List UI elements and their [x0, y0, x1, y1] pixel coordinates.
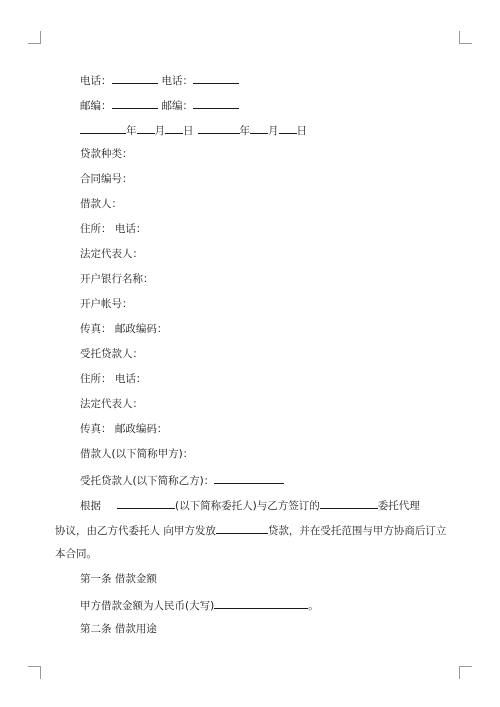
paragraph-line-3: 本合同。	[55, 548, 97, 560]
legal-rep2-label: 法定代表人：	[80, 398, 143, 410]
month2-blank[interactable]	[250, 122, 268, 134]
amount-blank[interactable]	[214, 597, 308, 609]
loan-kind-blank[interactable]	[216, 522, 268, 534]
zip2-blank[interactable]	[193, 97, 239, 109]
fax-zip-label: 传真： 邮政编码：	[80, 323, 168, 335]
article-1-title: 第一条 借款金额	[80, 573, 157, 585]
residence-phone2-label: 住所： 电话：	[80, 373, 147, 385]
crop-mark-top-right	[459, 31, 472, 44]
date-line: 年 月 日 年 月 日	[80, 122, 307, 138]
crop-mark-bottom-left	[28, 666, 41, 679]
day1-blank[interactable]	[165, 122, 183, 134]
phone2-blank[interactable]	[193, 72, 239, 84]
phone1-blank[interactable]	[112, 72, 158, 84]
contract-no-label: 合同编号：	[80, 173, 133, 185]
trustee-b-line: 受托贷款人(以下简称乙方)：	[80, 472, 284, 488]
article-2-title: 第二条 借款用途	[80, 623, 157, 635]
residence-phone-label: 住所： 电话：	[80, 223, 147, 235]
paragraph-line-2: 协议，由乙方代委托人 向甲方发放 贷款，并在受托范围与甲方协商后订立	[55, 522, 446, 538]
account-no-label: 开户帐号：	[80, 298, 133, 310]
crop-mark-top-left	[28, 31, 41, 44]
trustee-b-blank[interactable]	[214, 472, 284, 484]
principal-blank[interactable]	[117, 497, 175, 509]
zip1-blank[interactable]	[112, 97, 158, 109]
bank-name-label: 开户银行名称：	[80, 273, 154, 285]
borrower-a-label: 借款人(以下简称甲方)：	[80, 448, 194, 460]
crop-mark-bottom-right	[459, 666, 472, 679]
loan-type-label: 贷款种类：	[80, 148, 133, 160]
paragraph-line-1: 根据 (以下简称委托人)与乙方签订的 委托代理	[80, 497, 420, 513]
year2-blank[interactable]	[198, 122, 240, 134]
year1-blank[interactable]	[80, 122, 126, 134]
fax-zip2-label: 传真： 邮政编码：	[80, 423, 168, 435]
trustee-label: 受托贷款人：	[80, 348, 143, 360]
legal-rep-label: 法定代表人：	[80, 248, 143, 260]
borrower-label: 借款人：	[80, 198, 122, 210]
phone-line: 电话： 电话：	[80, 72, 239, 88]
zip-line: 邮编： 邮编：	[80, 97, 239, 113]
article-1-text: 甲方借款金额为人民币(大写) 。	[80, 597, 319, 613]
day2-blank[interactable]	[279, 122, 297, 134]
month1-blank[interactable]	[137, 122, 155, 134]
agreement-blank[interactable]	[320, 497, 378, 509]
